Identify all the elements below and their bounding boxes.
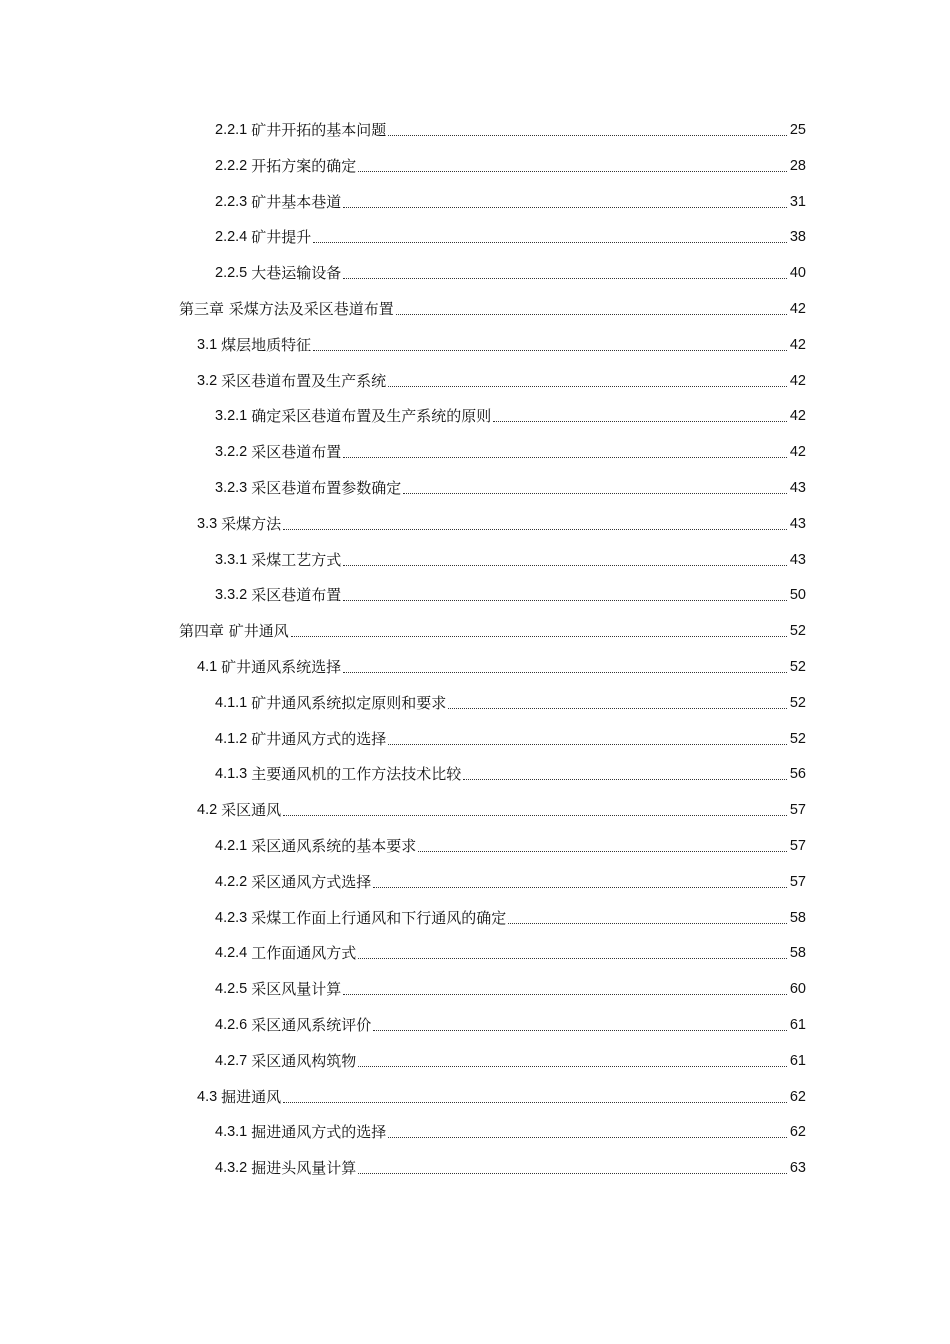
toc-entry-number: 4.1.1 [215, 694, 248, 711]
toc-entry[interactable] [215, 691, 806, 715]
toc-entry-title: 矿井提升 [251, 228, 312, 247]
toc-entry-number: 3.3.2 [215, 587, 248, 604]
toc-entry-page-number: 62 [789, 1088, 806, 1105]
toc-entry[interactable] [179, 297, 806, 321]
toc-entry-page-number: 63 [789, 1160, 806, 1177]
toc-dot-leader [343, 671, 787, 673]
toc-dot-leader [388, 385, 787, 387]
toc-entry-title: 采区通风构筑物 [251, 1051, 357, 1070]
toc-entry-page-number: 57 [789, 873, 806, 890]
toc-entry-number: 3.2.2 [215, 444, 248, 461]
toc-entry[interactable] [197, 798, 806, 822]
toc-entry[interactable] [215, 906, 806, 930]
toc-entry-title: 煤层地质特征 [221, 335, 312, 354]
toc-entry-title: 开拓方案的确定 [251, 156, 357, 175]
toc-entry-page-number: 25 [789, 122, 806, 138]
toc-entry-number: 2.2.3 [215, 193, 248, 210]
toc-dot-leader [448, 707, 787, 709]
toc-dot-leader [343, 599, 787, 601]
toc-entry-title: 采区风量计算 [251, 980, 342, 999]
toc-entry-title: 矿井开拓的基本问题 [251, 121, 387, 139]
toc-entry[interactable] [215, 190, 806, 214]
toc-entry-title: 采煤工艺方式 [251, 550, 342, 569]
toc-entry-title: 矿井基本巷道 [251, 192, 342, 211]
toc-entry-number: 2.2.2 [215, 157, 248, 174]
toc-entry[interactable] [215, 118, 806, 142]
toc-entry-title: 采区通风系统的基本要求 [251, 837, 417, 855]
toc-entry[interactable] [215, 154, 806, 178]
toc-dot-leader [358, 1065, 787, 1067]
toc-entry[interactable] [215, 476, 806, 500]
toc-entry-title: 采区通风系统评价 [251, 1016, 372, 1034]
toc-entry[interactable] [197, 1085, 806, 1109]
toc-entry-page-number: 50 [789, 587, 806, 604]
toc-entry-page-number: 40 [789, 265, 806, 282]
toc-dot-leader [343, 564, 787, 566]
toc-dot-leader [358, 957, 787, 959]
toc-entry-number: 4.1.3 [215, 766, 248, 783]
toc-dot-leader [343, 277, 787, 279]
toc-dot-leader [283, 528, 787, 530]
toc-entry-page-number: 61 [789, 1017, 806, 1033]
toc-entry[interactable] [215, 977, 806, 1001]
toc-entry-number: 3.2.1 [215, 408, 248, 425]
toc-entry-title: 掘进通风方式的选择 [251, 1123, 387, 1142]
toc-dot-leader [388, 743, 787, 745]
toc-entry-title: 工作面通风方式 [251, 944, 357, 963]
toc-entry-title: 采区巷道布置及生产系统 [221, 371, 387, 390]
toc-dot-leader [388, 1136, 787, 1138]
toc-entry[interactable] [215, 1049, 806, 1073]
toc-entry-number: 4.2.1 [215, 838, 248, 854]
toc-entry[interactable] [197, 512, 806, 536]
toc-entry-title: 确定采区巷道布置及生产系统的原则 [251, 407, 492, 426]
toc-entry-title: 采区通风方式选择 [251, 872, 372, 891]
toc-entry-title: 采区巷道布置 [251, 443, 342, 462]
toc-entry[interactable] [215, 548, 806, 572]
toc-entry[interactable] [215, 440, 806, 464]
toc-entry-page-number: 62 [789, 1124, 806, 1141]
toc-entry-page-number: 52 [789, 659, 806, 675]
toc-entry-page-number: 58 [789, 945, 806, 962]
toc-entry-title: 第三章 采煤方法及采区巷道布置 [179, 300, 394, 318]
toc-entry-number: 3.3 [197, 515, 218, 532]
toc-entry[interactable] [215, 727, 806, 751]
toc-entry[interactable] [215, 404, 806, 428]
toc-entry-number: 3.3.1 [215, 551, 248, 568]
toc-entry-title: 掘进头风量计算 [251, 1159, 357, 1178]
toc-entry-number: 2.2.5 [215, 265, 248, 282]
toc-entry[interactable] [215, 1156, 806, 1180]
toc-entry-title: 采煤工作面上行通风和下行通风的确定 [251, 908, 507, 927]
toc-entry-page-number: 43 [789, 480, 806, 496]
toc-entry-title: 主要通风机的工作方法技术比较 [251, 765, 462, 784]
toc-dot-leader [396, 313, 787, 315]
toc-entry-page-number: 42 [789, 301, 806, 317]
toc-entry[interactable] [215, 261, 806, 285]
toc-entry-title: 采煤方法 [221, 514, 282, 533]
toc-entry-page-number: 42 [789, 444, 806, 461]
toc-entry-number: 2.2.4 [215, 229, 248, 246]
toc-dot-leader [343, 456, 787, 458]
toc-entry-page-number: 61 [789, 1052, 806, 1069]
toc-entry-page-number: 42 [789, 336, 806, 353]
toc-entry-number: 4.2.3 [215, 909, 248, 926]
toc-entry-number: 2.2.1 [215, 122, 248, 138]
toc-entry-page-number: 57 [789, 838, 806, 854]
toc-entry-page-number: 43 [789, 515, 806, 532]
toc-entry-number: 4.2.4 [215, 945, 248, 962]
toc-dot-leader [291, 635, 787, 637]
toc-entry-number: 4.2.5 [215, 981, 248, 998]
toc-entry-number: 4.2 [197, 802, 218, 819]
toc-entry[interactable] [215, 762, 806, 786]
toc-entry[interactable] [215, 941, 806, 965]
toc-dot-leader [403, 492, 787, 494]
toc-entry[interactable] [197, 655, 806, 679]
toc-entry-page-number: 42 [789, 372, 806, 389]
toc-dot-leader [313, 241, 787, 243]
toc-entry-number: 4.1.2 [215, 730, 248, 747]
toc-dot-leader [283, 1101, 787, 1103]
toc-entry-number: 3.2 [197, 372, 218, 389]
toc-entry-number: 4.3.1 [215, 1124, 248, 1141]
toc-entry-title: 第四章 矿井通风 [179, 622, 289, 641]
toc-entry-number: 3.1 [197, 336, 218, 353]
toc-entry-page-number: 52 [789, 623, 806, 640]
toc-dot-leader [283, 814, 787, 816]
toc-entry-page-number: 60 [789, 981, 806, 998]
toc-entry-number: 4.3 [197, 1088, 218, 1105]
toc-dot-leader [343, 993, 787, 995]
toc-entry-page-number: 52 [789, 694, 806, 711]
toc-dot-leader [373, 886, 787, 888]
toc-entry-title: 采区巷道布置参数确定 [251, 479, 402, 497]
toc-dot-leader [388, 134, 787, 136]
toc-entry-title: 大巷运输设备 [251, 264, 342, 283]
toc-entry-title: 矿井通风系统选择 [221, 658, 342, 676]
toc-dot-leader [418, 850, 787, 852]
toc-entry-page-number: 28 [789, 157, 806, 174]
toc-entry[interactable] [215, 1013, 806, 1037]
toc-entry-title: 矿井通风方式的选择 [251, 729, 387, 748]
toc-dot-leader [358, 170, 787, 172]
toc-entry-number: 4.2.6 [215, 1017, 248, 1033]
toc-entry-page-number: 38 [789, 229, 806, 246]
toc-entry-number: 4.2.7 [215, 1052, 248, 1069]
toc-entry[interactable] [215, 1120, 806, 1144]
toc-entry-title: 矿井通风系统拟定原则和要求 [251, 693, 447, 712]
toc-entry-page-number: 31 [789, 193, 806, 210]
toc-entry-number: 4.3.2 [215, 1160, 248, 1177]
toc-entry[interactable] [197, 369, 806, 393]
toc-entry[interactable] [215, 225, 806, 249]
toc-entry-title: 采区巷道布置 [251, 586, 342, 605]
toc-entry[interactable] [197, 333, 806, 357]
toc-entry-page-number: 57 [789, 802, 806, 819]
toc-entry-page-number: 42 [789, 408, 806, 425]
toc-entry-title: 采区通风 [221, 801, 282, 820]
toc-entry-page-number: 43 [789, 551, 806, 568]
toc-entry-number: 4.2.2 [215, 873, 248, 890]
toc-entry[interactable] [215, 583, 806, 607]
toc-dot-leader [358, 1172, 787, 1174]
toc-dot-leader [463, 778, 787, 780]
toc-dot-leader [508, 922, 787, 924]
toc-dot-leader [493, 420, 787, 422]
toc-dot-leader [313, 349, 787, 351]
toc-entry-number: 4.1 [197, 659, 218, 675]
toc-entry-number: 3.2.3 [215, 480, 248, 496]
toc-entry[interactable] [215, 870, 806, 894]
toc-entry[interactable] [215, 834, 806, 858]
toc-dot-leader [373, 1029, 787, 1031]
toc-dot-leader [343, 206, 787, 208]
toc-entry-page-number: 52 [789, 730, 806, 747]
toc-entry[interactable] [179, 619, 806, 643]
toc-entry-title: 掘进通风 [221, 1087, 282, 1106]
toc-entry-page-number: 58 [789, 909, 806, 926]
toc-entry-page-number: 56 [789, 766, 806, 783]
